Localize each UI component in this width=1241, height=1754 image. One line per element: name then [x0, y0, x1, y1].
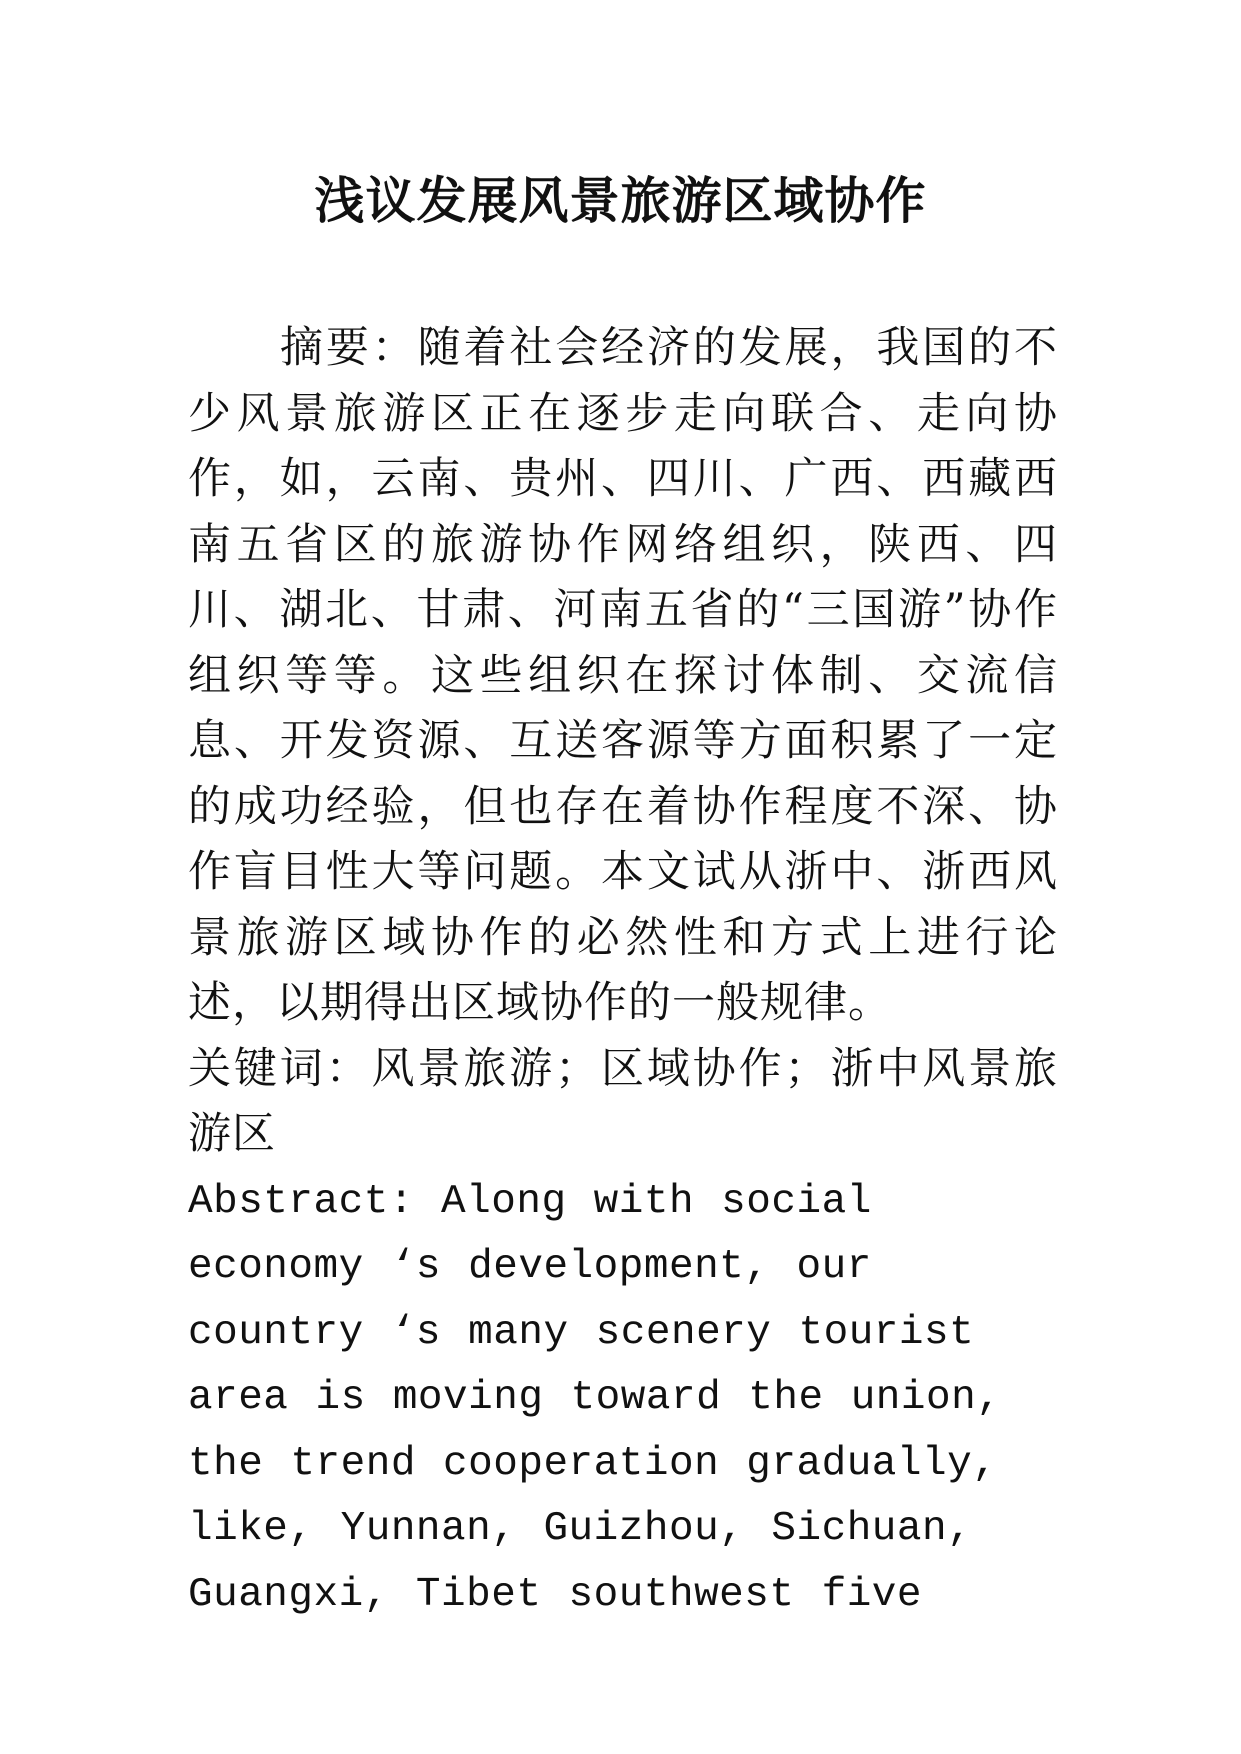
abstract-cn: 摘要：随着社会经济的发展，我国的不少风景旅游区正在逐步走向联合、走向协作，如，云南、贵州、四川、广西、西藏西南五省区的旅游协作网络组织，陕西、四川、湖北、甘肃、河南五省的“三国游”协作组织等等。这些组织在探讨体制、交流信息、开发资源、互送客源等方面积累了一定的成功经验，但也存在着协作程度不深、协作盲目性大等问题。本文试从浙中、浙西风景旅游区域协作的必然性和方式上进行论述，以期得出区域协作的一般规律。	[188, 323, 1058, 1028]
abstract-en: Abstract: Along with social economy ‘s development, our country ‘s many scenery tourist area is moving toward the union, the trend cooperation gradually, like, Yunnan, Guizhou, Sichuan, Guangxi, Tibet southwest five	[188, 1178, 1002, 1618]
document-title: 浅议发展风景旅游区域协作	[314, 171, 927, 230]
keywords-cn: 关键词：风景旅游；区域协作；浙中风景旅游区	[188, 1043, 1058, 1159]
document-body	[188, 316, 1058, 1628]
